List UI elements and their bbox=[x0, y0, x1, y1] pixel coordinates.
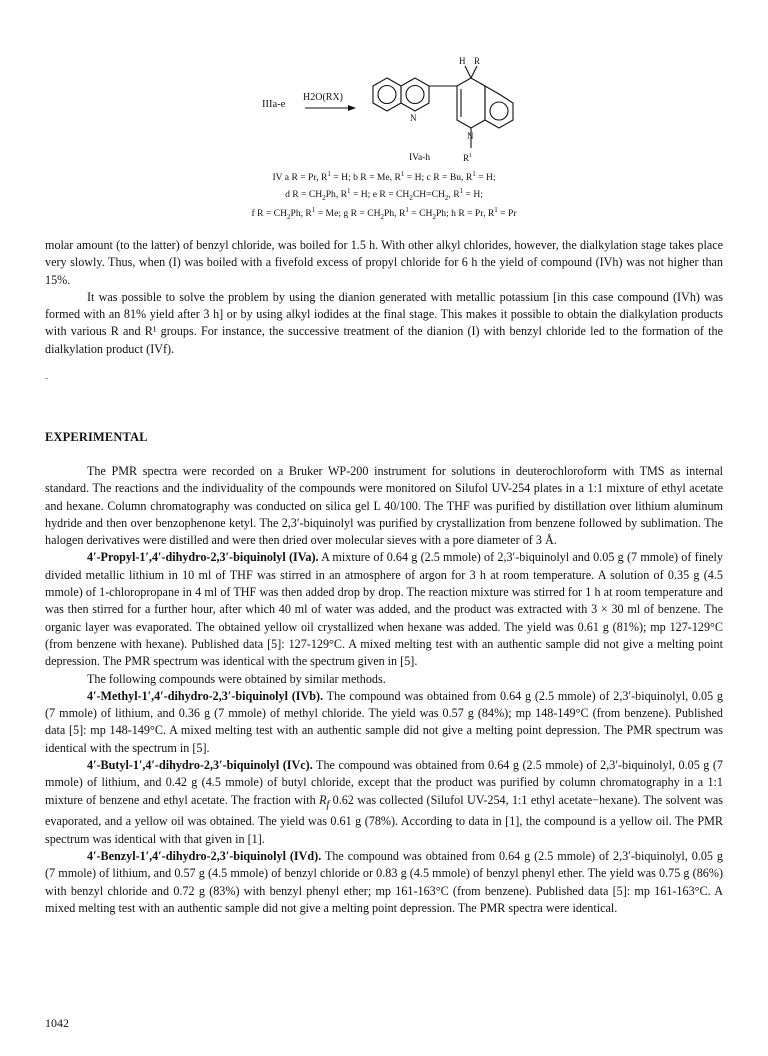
reactant-label: IIIa-e bbox=[262, 99, 286, 110]
compound-iva-text: A mixture of 0.64 g (2.5 mmole) of 2,3′-biquinolyl and 0.05 g (7 mmole) of finely divided metallic lithium in 10 ml of THF was stirred in an atmosphere of argon for 3 h at room temperature. A solution of 0.35 g (4.5 mmole) of 1-chloropropane in 4 ml of THF was then added drop by drop. The reaction mixture was stirred for 1 h at room temperature and was then stirred for a further hour, after which 40 ml of water was added, and the product was extracted with 3 × 30 ml of benzene. The organic layer was evaporated. The obtained yellow oil crystallized when hexane was added. The yield was 0.61 g (81%); mp 127-129°C (from benzene with hexane). Published data [5]: 127-129°C. A mixed melting test with an authentic sample did not give a melting point depression. The PMR spectrum was identical with the spectrum given in [5]. bbox=[45, 550, 723, 669]
experimental-heading: EXPERIMENTAL bbox=[45, 430, 148, 444]
compound-ivb-title: 4′-Methyl-1′,4′-dihydro-2,3′-biquinolyl (IVb). bbox=[87, 688, 324, 703]
n-left-label: N bbox=[410, 113, 417, 123]
compound-ivc-title: 4′-Butyl-1′,4′-dihydro-2,3′-biquinolyl (IVc). bbox=[87, 758, 313, 773]
r-label: R bbox=[474, 56, 481, 66]
paragraph-6 bbox=[45, 688, 723, 757]
legend-line-1: IV a R = Pr, $R^1 = H$; b R = Me, $R^1 = H$; c R = Bu, $R^1 = H$; bbox=[272, 170, 496, 184]
h-label: H bbox=[459, 56, 466, 66]
r1-label: $R^1$ bbox=[463, 153, 473, 163]
product-label: IVa-h bbox=[409, 153, 431, 163]
compound-ivd-text: The compound was obtained from 0.64 g (2.5 mmole) of 2,3′-biquinolyl, 0.05 g (7 mmole) of lithium, and 0.57 g (4.5 mmole) of benzyl chloride or 0.83 g (4.5 mmole) of benzyl phenyl ether. The yield was 0.75 g (86%) with benzyl chloride and 0.72 g (83%) with benzyl phenyl ether; mp 161-163°C (from benzene). Published data [5]: mp 161-163°C. A mixed melting test with an authentic sample did not give a melting point depression. The PMR spectra were identical. bbox=[45, 848, 723, 915]
intro-text bbox=[45, 237, 723, 358]
compound-ivc-text-b: 0.62 was collected (Silufol UV-254, 1:1 ethyl acetate−hexane). The solvent was evaporated, and a yellow oil was obtained. The yield was 0.61 g (78%). According to data in [1], the compound is a yellow oil. The PMR spectrum was identical with that given in [1]. bbox=[45, 792, 723, 846]
scan-mark bbox=[45, 378, 48, 379]
compound-ivb-text: The compound was obtained from 0.64 g (2.5 mmole) of 2,3′-biquinolyl, 0.05 g (7 mmole) of lithium, and 0.36 g (7 mmole) of methyl chloride. The yield was 0.57 g (84%); mp 148-149°C (from benzene). Published data [5]: mp 148-149°C. A mixed melting test with an authentic sample did not give a melting point depression. The PMR spectrum was identical with the spectrum in [5]. bbox=[45, 688, 723, 755]
paragraph-2: It was possible to solve the problem by using the dianion generated with metallic potassium [in this case compound (IVh) was formed with an 81% yield after 3 h] or by using alkyl iodides at the final stage. This makes it possible to obtain the dialkylation products with various R and R¹ groups. For instance, the successive treatment of the dianion (I) with benzyl chloride led to the formation of the dialkylation product (IVf). bbox=[45, 289, 723, 356]
legend-line-2: d $R = CH_2Ph$, $R^1 = H$; e $R = CH_2CH=CH_2$, $R^1 = H$; bbox=[285, 186, 483, 202]
compound-ivc-text-a: The compound was obtained from 0.64 g (2.5 mmole) of 2,3′-biquinolyl, 0.05 g (7 mmole) of lithium, and 0.42 g (4.5 mmole) of butyl chloride, except that the product was purified by column chromatography in a 1:1 mixture of benzene and ethyl acetate. The fraction with bbox=[45, 758, 723, 807]
reagent-label: H2O(RX) bbox=[303, 92, 343, 103]
rf-subscript: f bbox=[326, 799, 330, 811]
legend-line-3: f $R = CH_2Ph$, $R^1 = Me$; g $R = CH_2Ph$, $R^1 = CH_2Ph$; h R = Pr, $R^1 = Pr$ bbox=[251, 206, 517, 222]
biquinolyl-structure bbox=[373, 66, 513, 148]
experimental-text bbox=[45, 463, 723, 917]
scheme-legend bbox=[0, 168, 768, 224]
reaction-arrow bbox=[305, 105, 356, 111]
n-right-label: N bbox=[467, 131, 474, 141]
r1-text: R bbox=[463, 153, 470, 163]
compound-ivd-title: 4′-Benzyl-1′,4′-dihydro-2,3′-biquinolyl (IVd). bbox=[87, 848, 322, 863]
paragraph-1: molar amount (to the latter) of benzyl chloride, was boiled for 1.5 h. With other alkyl chlorides, however, the dialkylation stage takes place very slowly. Thus, when (I) was boiled with a fivefold excess of propyl chloride for 6 h the yield of compound (IVh) was not higher than 15%. bbox=[45, 238, 723, 287]
rf-symbol: R bbox=[319, 792, 327, 807]
page-number: 1042 bbox=[45, 1016, 69, 1030]
paragraph-7 bbox=[45, 757, 723, 848]
paragraph-8 bbox=[45, 848, 723, 917]
paragraph-4 bbox=[45, 549, 723, 670]
compound-iva-title: 4′-Propyl-1′,4′-dihydro-2,3′-biquinolyl (IVa). bbox=[87, 550, 319, 565]
paragraph-3: The PMR spectra were recorded on a Bruker WP-200 instrument for solutions in deuterochloroform with TMS as internal standard. The reactions and the individuality of the compounds were monitored on Silufol UV-254 plates in a 1:1 mixture of ethyl acetate and hexane. Column chromatography was conducted on silica gel L 40/100. The THF was purified by distillation over lithium aluminum hydride and then over benzophenone ketyl. The 2,3′-biquinolyl was purified by crystallization from benzene followed by sublimation. The halogen derivatives were distilled and were then dried over molecular sieves with a pore diameter of 3 Å. bbox=[45, 464, 723, 548]
paragraph-5: The following compounds were obtained by similar methods. bbox=[87, 671, 386, 686]
